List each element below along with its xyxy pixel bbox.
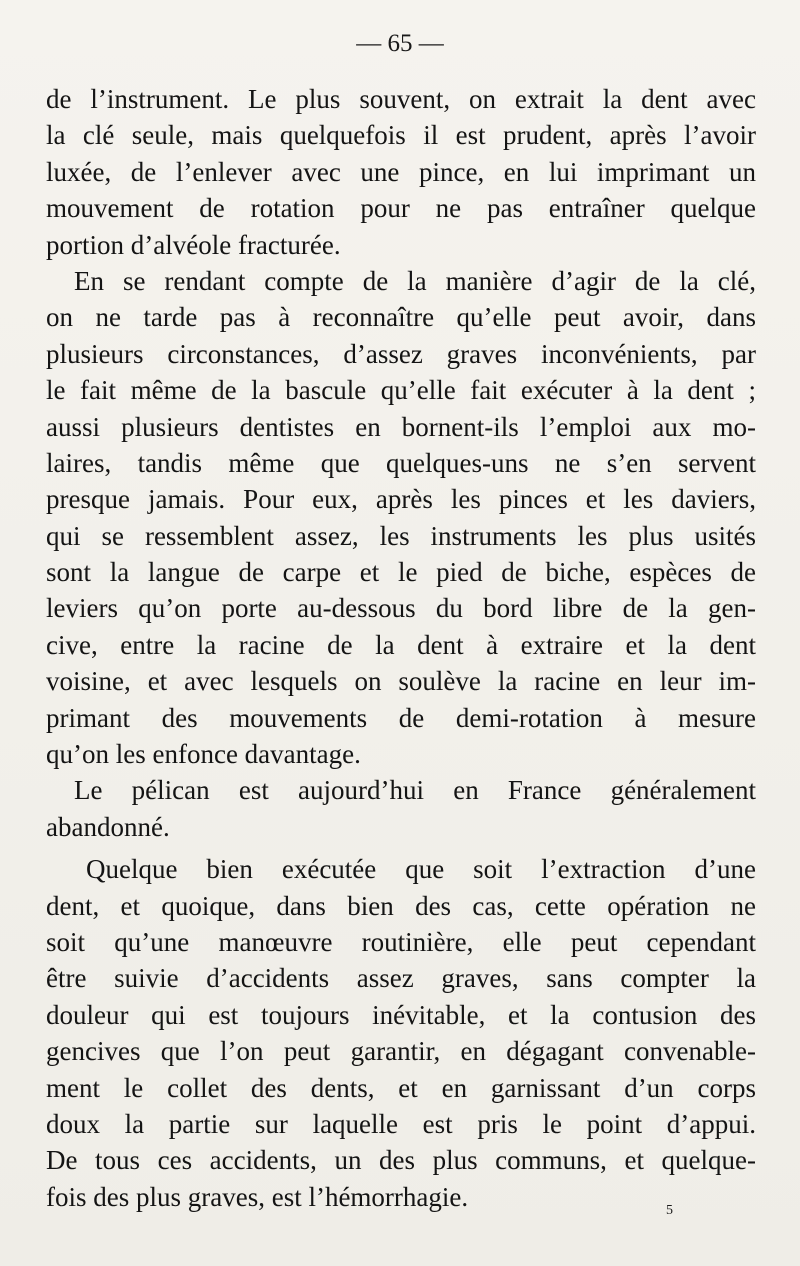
text-line: être suivie d’accidents assez graves, sans compter la — [46, 963, 756, 994]
text-line: abandonné. — [46, 811, 170, 842]
paragraph — [46, 772, 756, 845]
text-line: portion d’alvéole fracturée. — [46, 229, 341, 260]
paragraph — [46, 81, 756, 263]
body-text — [46, 81, 756, 1215]
paragraph — [46, 263, 756, 772]
page-number: — 65 — — [356, 30, 444, 57]
text-line: le fait même de la bascule qu’elle fait exécuter à la dent ; — [46, 375, 756, 406]
text-line: De tous ces accidents, un des plus communs, et quelque- — [46, 1145, 756, 1176]
text-line: voisine, et avec lesquels on soulève la racine en leur im- — [46, 666, 756, 697]
text-line: on ne tarde pas à reconnaître qu’elle peut avoir, dans — [46, 302, 756, 333]
text-line: plusieurs circonstances, d’assez graves inconvénients, par — [46, 338, 756, 369]
text-line: qu’on les enfonce davantage. — [46, 739, 361, 770]
text-line: luxée, de l’enlever avec une pince, en lui imprimant un — [46, 156, 756, 187]
signature-mark: 5 — [666, 1203, 673, 1218]
text-line: cive, entre la racine de la dent à extraire et la dent — [46, 629, 756, 660]
text-line: Le pélican est aujourd’hui en France généralement — [74, 775, 756, 806]
text-line: qui se ressemblent assez, les instruments les plus usités — [46, 520, 756, 551]
text-line: primant des mouvements de demi-rotation à mesure — [46, 702, 756, 733]
text-line: gencives que l’on peut garantir, en dégagant convenable- — [46, 1036, 756, 1067]
text-line: leviers qu’on porte au-dessous du bord libre de la gen- — [46, 593, 756, 624]
text-line: ment le collet des dents, et en garnissant d’un corps — [46, 1072, 756, 1103]
paragraph — [46, 851, 756, 1215]
text-line: aussi plusieurs dentistes en bornent-ils l’emploi aux mo- — [46, 411, 756, 442]
text-line: presque jamais. Pour eux, après les pinces et les daviers, — [46, 484, 756, 515]
text-line: fois des plus graves, est l’hémorrhagie. — [46, 1181, 469, 1212]
text-line: douleur qui est toujours inévitable, et la contusion des — [46, 999, 756, 1030]
text-line: Quelque bien exécutée que soit l’extraction d’une — [86, 854, 756, 885]
text-line: la clé seule, mais quelquefois il est prudent, après l’avoir — [46, 120, 756, 151]
text-line: laires, tandis même que quelques-uns ne s’en servent — [46, 447, 756, 478]
text-line: doux la partie sur laquelle est pris le point d’appui. — [46, 1108, 756, 1139]
text-line: mouvement de rotation pour ne pas entraîner quelque — [46, 193, 756, 224]
text-line: sont la langue de carpe et le pied de biche, espèces de — [46, 557, 756, 588]
text-line: dent, et quoique, dans bien des cas, cette opération ne — [46, 890, 756, 921]
text-line: En se rendant compte de la manière d’agir de la clé, — [74, 265, 756, 296]
text-line: de l’instrument. Le plus souvent, on extrait la dent avec — [46, 84, 756, 114]
text-line: soit qu’une manœuvre routinière, elle peut cependant — [46, 926, 756, 957]
